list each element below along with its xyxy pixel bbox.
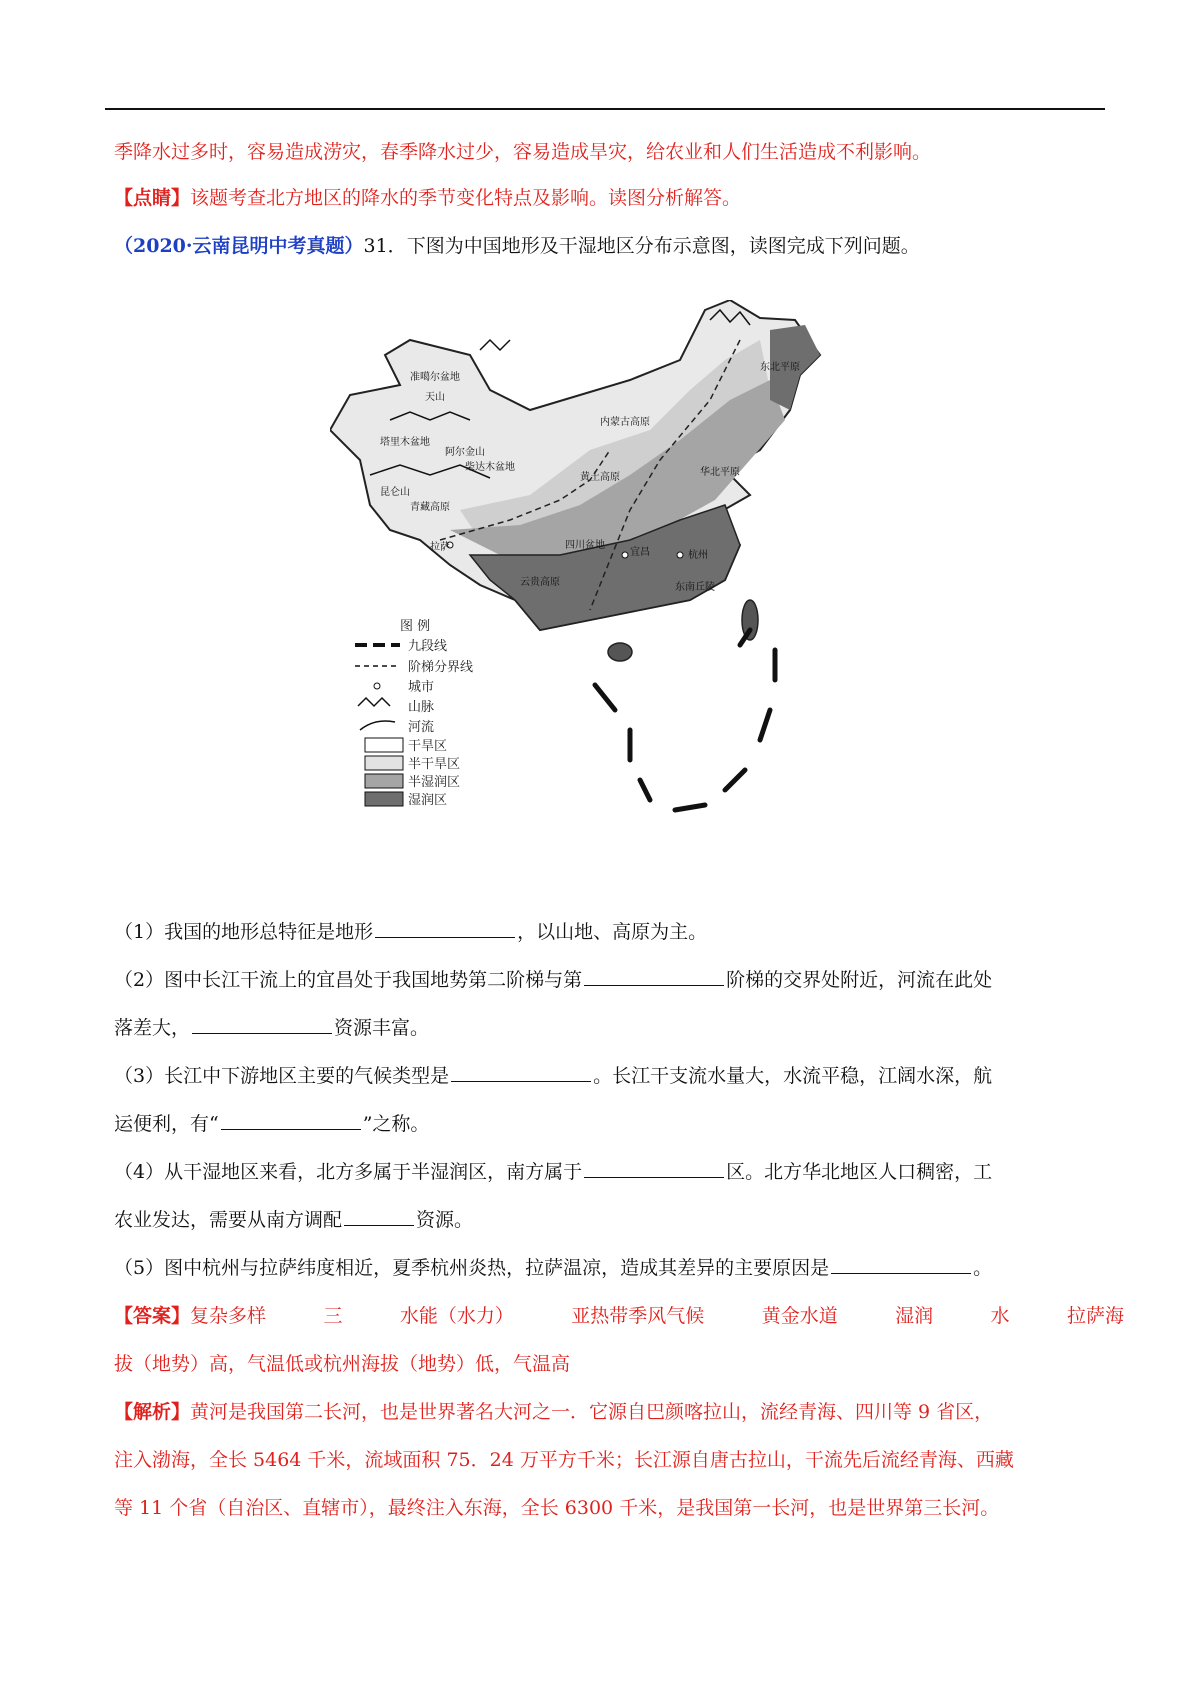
note-tag: 【点睛】 bbox=[114, 187, 191, 209]
q4-blank-2[interactable] bbox=[344, 1207, 414, 1226]
map-label: 云贵高原 bbox=[520, 577, 560, 588]
q3-blank-1[interactable] bbox=[451, 1063, 591, 1082]
note-text: 该题考查北方地区的降水的季节变化特点及影响。读图分析解答。 bbox=[190, 187, 742, 209]
q1-post: ，以山地、高原为主。 bbox=[517, 921, 708, 943]
answer-item: 三 bbox=[323, 1305, 343, 1327]
map-label: 拉萨 bbox=[430, 542, 450, 553]
q5-post: 。 bbox=[973, 1257, 993, 1279]
question-4 bbox=[114, 1158, 1110, 1186]
map-label: 内蒙古高原 bbox=[600, 417, 650, 428]
q4-post: 区。北方华北地区人口稠密，工 bbox=[726, 1161, 993, 1183]
answer-line bbox=[114, 1302, 1124, 1330]
map-legend bbox=[355, 619, 473, 808]
answer-item: 亚热带季风气候 bbox=[571, 1305, 705, 1327]
china-terrain-map bbox=[330, 300, 890, 910]
map-label: 阿尔金山 bbox=[445, 447, 485, 458]
q4-blank-1[interactable] bbox=[584, 1159, 724, 1178]
question-5 bbox=[114, 1254, 1110, 1282]
analysis-line-3: 等 11 个省（自治区、直辖市），最终注入东海，全长 6300 千米，是我国第一长河，也是世界第三长河。 bbox=[114, 1497, 1000, 1519]
q2-pre: （2）图中长江干流上的宜昌处于我国地势第二阶梯与第 bbox=[114, 969, 583, 991]
legend-item: 干旱区 bbox=[408, 739, 448, 754]
legend-title: 图 例 bbox=[400, 619, 431, 634]
note-line bbox=[114, 184, 1110, 212]
q5-pre: （5）图中杭州与拉萨纬度相近，夏季杭州炎热，拉萨温凉，造成其差异的主要原因是 bbox=[114, 1257, 830, 1279]
q3b-post: ”之称。 bbox=[362, 1113, 430, 1135]
question-source: （2020·云南昆明中考真题） bbox=[114, 235, 364, 257]
header-rule bbox=[105, 108, 1105, 110]
map-label: 柴达木盆地 bbox=[465, 462, 515, 473]
q4-pre: （4）从干湿地区来看，北方多属于半湿润区，南方属于 bbox=[114, 1161, 583, 1183]
q2-post: 阶梯的交界处附近，河流在此处 bbox=[726, 969, 993, 991]
continued-answer-text: 季降水过多时，容易造成涝灾，春季降水过少，容易造成旱灾，给农业和人们生活造成不利影响。 bbox=[114, 141, 932, 163]
answer-item: 水能（水力） bbox=[399, 1305, 514, 1327]
analysis-line-2: 注入渤海，全长 5464 千米，流域面积 75．24 万平方千米；长江源自唐古拉山，干流先后流经青海、西藏 bbox=[114, 1449, 1014, 1471]
map-label: 四川盆地 bbox=[565, 540, 605, 551]
q3-post: 。长江干支流水量大，水流平稳，江阔水深，航 bbox=[593, 1065, 993, 1087]
map-label: 东南丘陵 bbox=[675, 582, 715, 593]
legend-item: 城市 bbox=[408, 680, 435, 695]
q5-blank[interactable] bbox=[831, 1255, 971, 1274]
q1-pre: （1）我国的地形总特征是地形 bbox=[114, 921, 374, 943]
analysis-line-1 bbox=[114, 1398, 1110, 1426]
legend-item: 阶梯分界线 bbox=[408, 660, 474, 675]
question-2 bbox=[114, 966, 1110, 994]
q4b-post: 资源。 bbox=[416, 1209, 474, 1231]
map-label: 东北平原 bbox=[760, 362, 800, 373]
question-header bbox=[114, 232, 1110, 260]
map-label: 青藏高原 bbox=[410, 502, 450, 513]
map-label: 宜昌 bbox=[630, 547, 650, 558]
legend-item: 河流 bbox=[408, 720, 435, 735]
map-label: 塔里木盆地 bbox=[380, 437, 430, 448]
answer-item: 复杂多样 bbox=[190, 1305, 267, 1327]
map-label: 华北平原 bbox=[700, 467, 740, 478]
map-label: 天山 bbox=[425, 392, 445, 403]
q3-pre: （3）长江中下游地区主要的气候类型是 bbox=[114, 1065, 450, 1087]
legend-item: 九段线 bbox=[408, 639, 448, 654]
legend-item: 半湿润区 bbox=[408, 775, 461, 790]
question-1 bbox=[114, 918, 1110, 946]
answer-item: 黄金水道 bbox=[761, 1305, 838, 1327]
legend-item: 湿润区 bbox=[408, 793, 448, 808]
analysis-tag: 【解析】 bbox=[114, 1401, 191, 1423]
q2b-post: 资源丰富。 bbox=[334, 1017, 430, 1039]
map-label: 黄土高原 bbox=[580, 472, 620, 483]
q4b-pre: 农业发达，需要从南方调配 bbox=[114, 1209, 343, 1231]
legend-item: 山脉 bbox=[408, 700, 435, 715]
q3-blank-2[interactable] bbox=[221, 1111, 361, 1130]
map-label: 准噶尔盆地 bbox=[410, 372, 460, 383]
answer-line-2: 拔（地势）高，气温低或杭州海拔（地势）低，气温高 bbox=[114, 1353, 571, 1375]
q2-blank-1[interactable] bbox=[584, 967, 724, 986]
q2b-pre: 落差大， bbox=[114, 1017, 191, 1039]
question-3 bbox=[114, 1062, 1110, 1090]
answer-item: 湿润 bbox=[895, 1305, 934, 1327]
question-text: 下图为中国地形及干湿地区分布示意图，读图完成下列问题。 bbox=[406, 235, 920, 257]
q2-blank-2[interactable] bbox=[192, 1015, 332, 1034]
answer-item: 水 bbox=[990, 1305, 1010, 1327]
legend-item: 半干旱区 bbox=[408, 757, 461, 772]
q3b-pre: 运便利，有“ bbox=[114, 1113, 219, 1135]
answer-item: 拉萨海 bbox=[1066, 1305, 1124, 1327]
question-number: 31． bbox=[363, 235, 407, 257]
analysis-text-1: 黄河是我国第二长河，也是世界著名大河之一．它源自巴颜喀拉山，流经青海、四川等 9 省区， bbox=[190, 1401, 994, 1423]
question-4-cont bbox=[114, 1206, 1110, 1234]
q1-blank[interactable] bbox=[375, 919, 515, 938]
question-3-cont bbox=[114, 1110, 1110, 1138]
answer-tag: 【答案】 bbox=[114, 1305, 191, 1327]
map-label: 杭州 bbox=[688, 550, 708, 561]
question-2-cont bbox=[114, 1014, 1110, 1042]
map-label: 昆仑山 bbox=[380, 487, 410, 498]
